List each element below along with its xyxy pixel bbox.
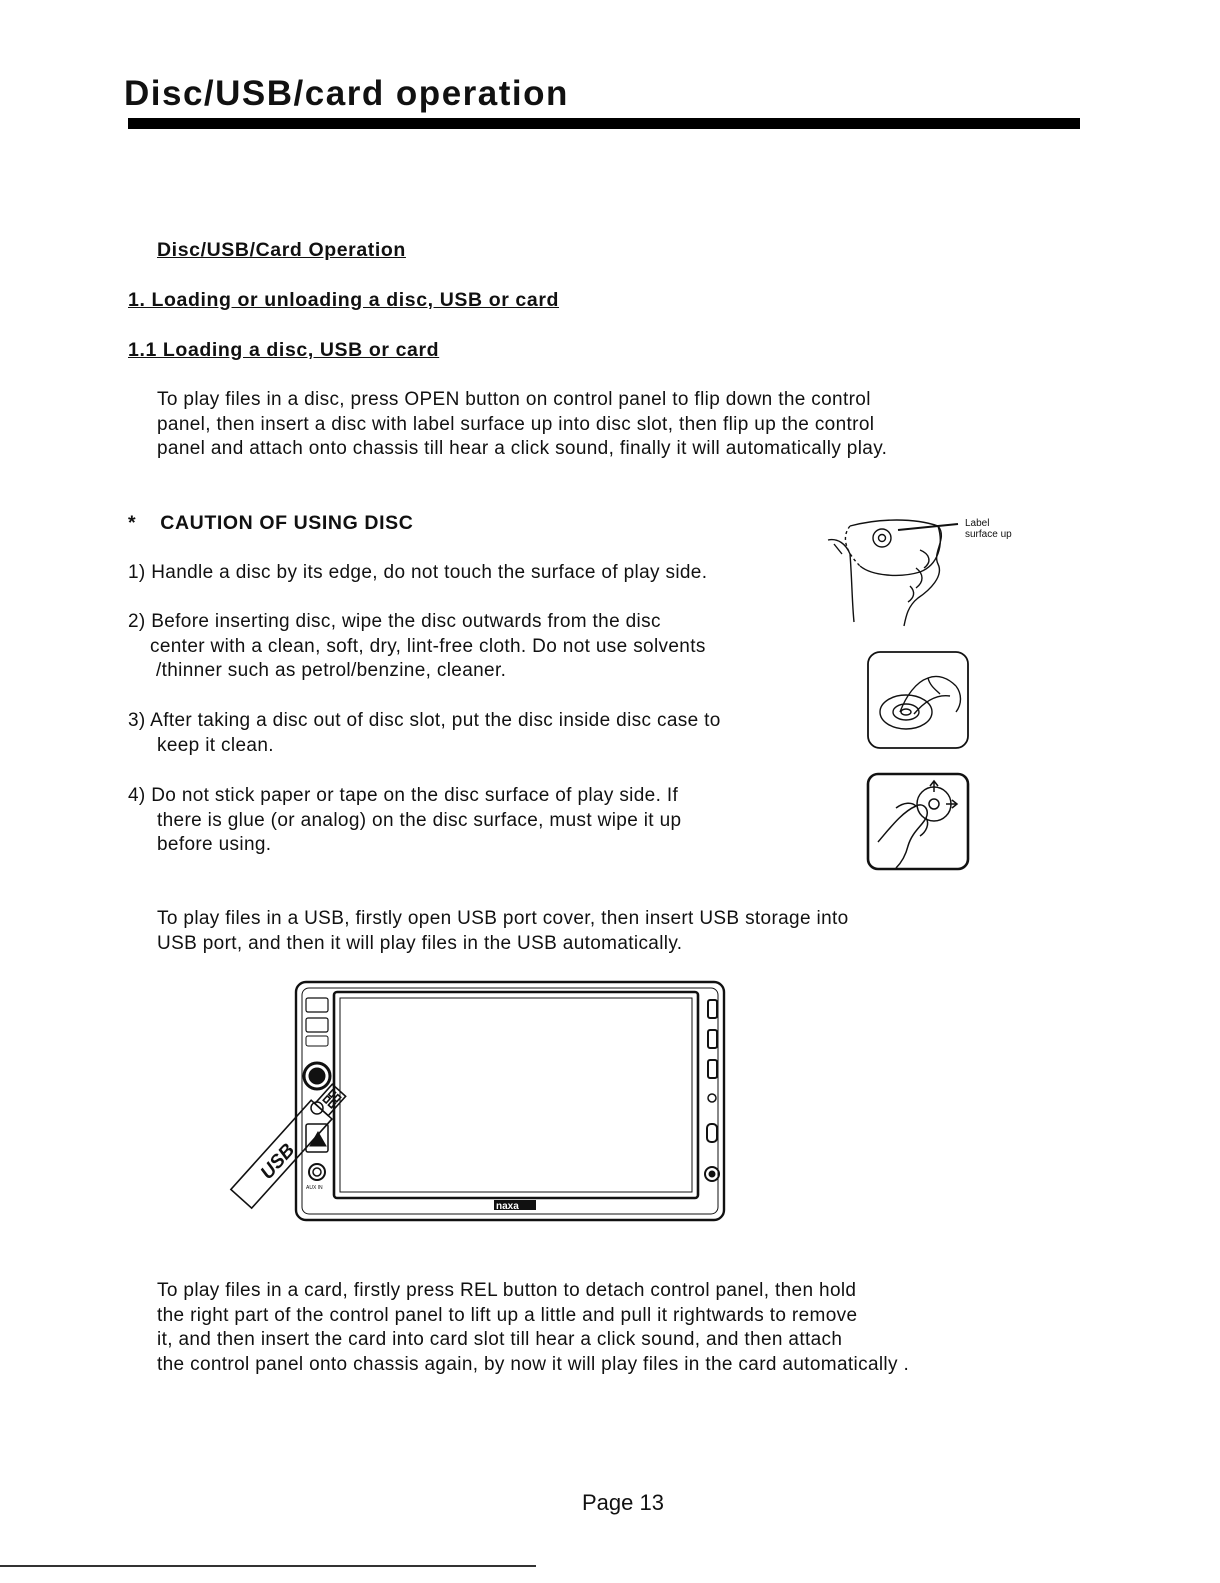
section-heading: Disc/USB/Card Operation: [157, 239, 406, 261]
caution-line: center with a clean, soft, dry, lint-free cloth. Do not use solvents: [150, 635, 706, 657]
card-paragraph: [157, 1279, 909, 1377]
paragraph-line: it, and then insert the card into card slot till hear a click sound, and then attach: [157, 1329, 843, 1351]
usb-stick-text: USB: [256, 1139, 300, 1184]
caution-line: /thinner such as petrol/benzine, cleaner.: [156, 660, 507, 682]
caution-item-1: [128, 561, 707, 586]
caution-item-4: [128, 784, 681, 858]
caution-line: 2) Before inserting disc, wipe the disc outwards from the disc: [128, 611, 661, 632]
caution-marker: *: [128, 512, 137, 534]
caution-item-3: [128, 709, 721, 758]
bottom-rule: [0, 1565, 536, 1567]
disc-touch-warning-icon: [866, 650, 972, 750]
caution-line: 3) After taking a disc out of disc slot, put the disc inside disc case to: [128, 710, 721, 731]
page-title: Disc/USB/card operation: [124, 74, 569, 113]
disc-paragraph: [157, 388, 887, 462]
head-unit-usb-illustration: [200, 978, 730, 1244]
caution-line: there is glue (or analog) on the disc surface, must wipe it up: [157, 809, 682, 831]
paragraph-line: To play files in a USB, firstly open USB port cover, then insert USB storage into: [157, 908, 849, 929]
paragraph-line: USB port, and then it will play files in the USB automatically.: [157, 932, 683, 954]
paragraph-line: To play files in a disc, press OPEN button on control panel to flip down the control: [157, 389, 871, 410]
caution-line: 1) Handle a disc by its edge, do not touch the surface of play side.: [128, 562, 708, 583]
caution-item-2: [128, 610, 706, 684]
disc-label-line: surface up: [965, 529, 1012, 540]
caution-line: keep it clean.: [157, 734, 274, 756]
disc-label-caption: [965, 518, 1012, 540]
paragraph-line: panel, then insert a disc with label surface up into disc slot, then flip up the control: [157, 413, 875, 435]
caution-line: before using.: [157, 834, 272, 856]
caution-line: 4) Do not stick paper or tape on the disc surface of play side. If: [128, 785, 679, 806]
paragraph-line: the control panel onto chassis again, by now it will play files in the card automatically .: [157, 1353, 910, 1375]
paragraph-line: the right part of the control panel to lift up a little and pull it rightwards to remove: [157, 1304, 858, 1326]
caution-heading: [128, 512, 413, 535]
subheading-loading: 1.1 Loading a disc, USB or card: [128, 339, 440, 361]
subheading-loading-unloading: 1. Loading or unloading a disc, USB or card: [128, 289, 560, 311]
usb-paragraph: [157, 907, 849, 956]
caution-title: CAUTION OF USING DISC: [160, 512, 414, 534]
disc-wiping-icon: [866, 772, 972, 872]
page-number: Page 13: [582, 1490, 664, 1515]
paragraph-line: panel and attach onto chassis till hear a click sound, finally it will automatically play.: [157, 438, 888, 460]
unit-aux-label: AUX IN: [306, 1185, 323, 1191]
unit-brand-text: naxa: [496, 1201, 519, 1212]
disc-label-line: Label: [965, 518, 990, 529]
paragraph-line: To play files in a card, firstly press REL button to detach control panel, then hold: [157, 1280, 857, 1301]
title-rule: [128, 118, 1080, 129]
